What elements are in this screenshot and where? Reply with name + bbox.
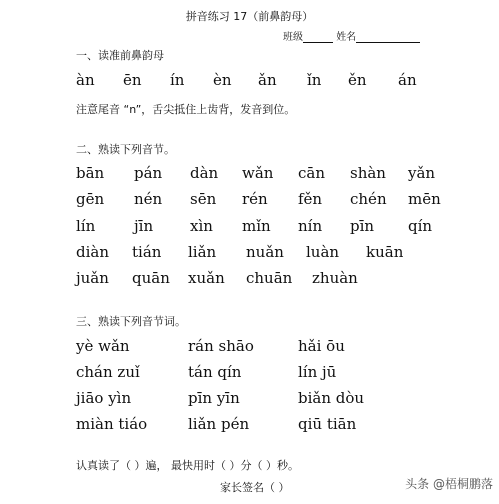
- section2-heading: 二、熟读下列音节。: [76, 143, 175, 156]
- word: qiū tiān: [298, 415, 357, 433]
- syllable: ǎn: [258, 71, 277, 89]
- syllable: wǎn: [242, 164, 274, 182]
- syllable: ǐn: [307, 71, 322, 89]
- syllable: mēn: [408, 190, 441, 208]
- name-label: 姓名: [336, 32, 357, 43]
- syllable: qín: [408, 217, 433, 235]
- syllable: ěn: [348, 71, 367, 89]
- syllable: quān: [132, 269, 170, 287]
- syllable: chuān: [246, 269, 293, 287]
- pronunciation-note: 注意尾音 “n”，舌尖抵住上齿背，发音到位。: [76, 103, 296, 116]
- syllable: pán: [134, 164, 163, 182]
- syllable: luàn: [306, 243, 340, 261]
- student-info: [283, 28, 420, 43]
- syllable: sēn: [190, 190, 217, 208]
- syllable: nén: [134, 190, 163, 208]
- page-title: 拼音练习 17（前鼻韵母）: [185, 10, 314, 23]
- word: miàn tiáo: [76, 415, 148, 433]
- section3-heading: 三、熟读下列音节词。: [76, 315, 186, 328]
- syllable: zhuàn: [312, 269, 358, 287]
- word: jiāo yìn: [76, 389, 132, 407]
- syllable: tián: [132, 243, 162, 261]
- syllable: ín: [170, 71, 185, 89]
- syllable: nuǎn: [246, 243, 284, 261]
- syllable: jīn: [134, 217, 154, 235]
- watermark: 头条 @梧桐鹏落: [405, 477, 493, 491]
- parent-signature: 家长签名（ ）: [220, 481, 290, 494]
- syllable: kuān: [366, 243, 404, 261]
- syllable: juǎn: [76, 269, 109, 287]
- word: rán shāo: [188, 337, 254, 355]
- section1-heading: 一、读准前鼻韵母: [76, 49, 164, 62]
- class-label: 班级: [283, 32, 303, 43]
- word: lín jū: [298, 363, 337, 381]
- word: liǎn pén: [188, 415, 250, 433]
- syllable: nín: [298, 217, 323, 235]
- syllable: gēn: [76, 190, 105, 208]
- word: tán qín: [188, 363, 242, 381]
- word: pīn yīn: [188, 389, 240, 407]
- word: yè wǎn: [76, 337, 130, 355]
- word: hǎi ōu: [298, 337, 345, 355]
- syllable: èn: [213, 71, 232, 89]
- syllable: lín: [76, 217, 96, 235]
- syllable: dàn: [190, 164, 219, 182]
- word: chán zuǐ: [76, 363, 140, 381]
- name-blank: [356, 32, 420, 43]
- syllable: mǐn: [242, 217, 271, 235]
- syllable: cān: [298, 164, 326, 182]
- syllable: shàn: [350, 164, 386, 182]
- syllable: chén: [350, 190, 387, 208]
- syllable: yǎn: [408, 164, 436, 182]
- syllable: án: [398, 71, 417, 89]
- class-blank: [303, 32, 333, 43]
- syllable: ēn: [123, 71, 142, 89]
- syllable: àn: [76, 71, 95, 89]
- syllable: xuǎn: [188, 269, 225, 287]
- syllable: diàn: [76, 243, 110, 261]
- syllable: rén: [242, 190, 268, 208]
- syllable: xìn: [190, 217, 213, 235]
- reading-record: 认真读了（ ）遍， 最快用时（ ）分（ ）秒。: [76, 459, 299, 472]
- word: biǎn dòu: [298, 389, 365, 407]
- syllable: bān: [76, 164, 105, 182]
- syllable: fěn: [298, 190, 323, 208]
- syllable: pīn: [350, 217, 375, 235]
- syllable: liǎn: [188, 243, 217, 261]
